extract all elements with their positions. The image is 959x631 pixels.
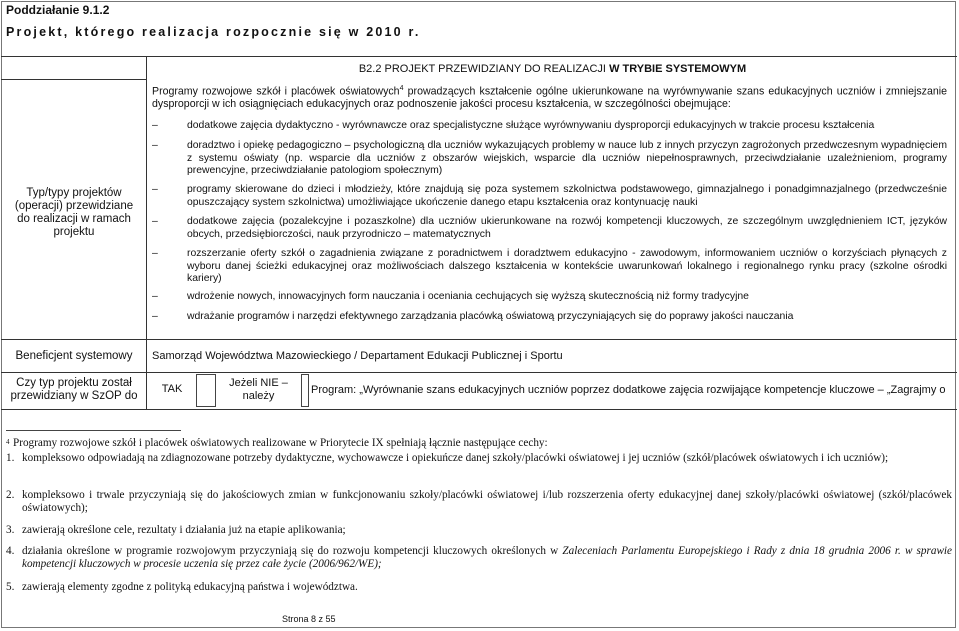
beneficiary-value: Samorząd Województwa Mazowieckiego / Departament Edukacji Publicznej i Sportu: [152, 350, 563, 362]
table-top-border: [1, 56, 957, 57]
footnote-item: 3. zawierają określone cele, rezultaty i działania już na etapie aplikowania;: [6, 524, 346, 536]
section-title: B2.2 PROJEKT PRZEWIDZIANY DO REALIZACJI W TRYBIE SYSTEMOWYM: [358, 63, 747, 75]
table-bottom-border: [1, 409, 957, 410]
intro-paragraph: Programy rozwojowe szkół i placówek oświatowych$^4$ prowadzących kształcenie ogólne ukierunkowane na wyrównywanie szans edukacyjnych uczniów i zmniejszanie dysproporcji w ich osiągnięciach edukacyjnych oraz podnoszenie jakości procesu kształcenia, w szczególności obejmujące:: [152, 85, 947, 111]
page-number: Strona 8 z 55: [282, 614, 336, 624]
row-divider: [1, 79, 146, 80]
footnote-intro: Programy rozwojowe szkół i placówek oświatowych realizowane w Priorytecie IX spełniają łącznie następujące cechy:: [13, 437, 548, 449]
program-text: Program: „Wyrównanie szans edukacyjnych uczniów poprzez dodatkowe zajęcia rozwijające kompetencje kluczowe – „Zagrajmy o: [311, 384, 946, 396]
footnote-separator: [6, 430, 181, 431]
subaction-heading: Poddziałanie 9.1.2: [6, 3, 110, 17]
project-started-heading: Projekt, którego realizacja rozpocznie się w 2010 r.: [6, 25, 421, 39]
footnote-number: 4: [6, 438, 10, 446]
yes-checkbox[interactable]: [196, 374, 216, 407]
footnote-item: 5. zawierają elementy zgodne z polityką edukacyjną państwa i województwa.: [6, 581, 358, 593]
column-divider: [146, 56, 147, 410]
footnote-item: 1. kompleksowo odpowiadają na zdiagnozowane potrzeby dydaktyczne, wychowawcze i opiekuńcze danej szkoły/placówki oświatowej i jej uczniów (szkół/placówek oświatowych i ich uczniów);: [6, 452, 889, 464]
if-no-label: Jeżeli NIE – należy: [229, 377, 288, 402]
no-checkbox[interactable]: [301, 374, 309, 407]
footnote-item: 2. kompleksowo i trwale przyczyniają się do jakościowych zmian w funkcjonowaniu szkoły/placówki oświatowej i/lub rozszerzenia oferty edukacyjnej danej szkoły/placówki oświatowej (szkół/placówek oświatowych);: [6, 489, 952, 514]
footnote-item: 4. działania określone w programie rozwojowym przyczyniają się do rozwoju kompetencji kluczowych określonych w Zaleceniach Parlamentu Europejskiego i Rady z dnia 18 grudnia 2006 r. w sprawie kompetencji kluczowych w procesie uczenia się przez całe życie (2006/962/WE);: [6, 545, 952, 570]
project-types-label: Typ/typy projektów (operacji) przewidziane do realizacji w ramach projektu: [14, 187, 134, 238]
row-divider: [1, 372, 957, 373]
szop-label: Czy typ projektu został przewidziany w SzOP do: [10, 377, 138, 402]
row-divider: [1, 339, 957, 340]
beneficiary-label: Beneficjent systemowy: [15, 350, 133, 362]
yes-option[interactable]: TAK: [161, 383, 183, 395]
